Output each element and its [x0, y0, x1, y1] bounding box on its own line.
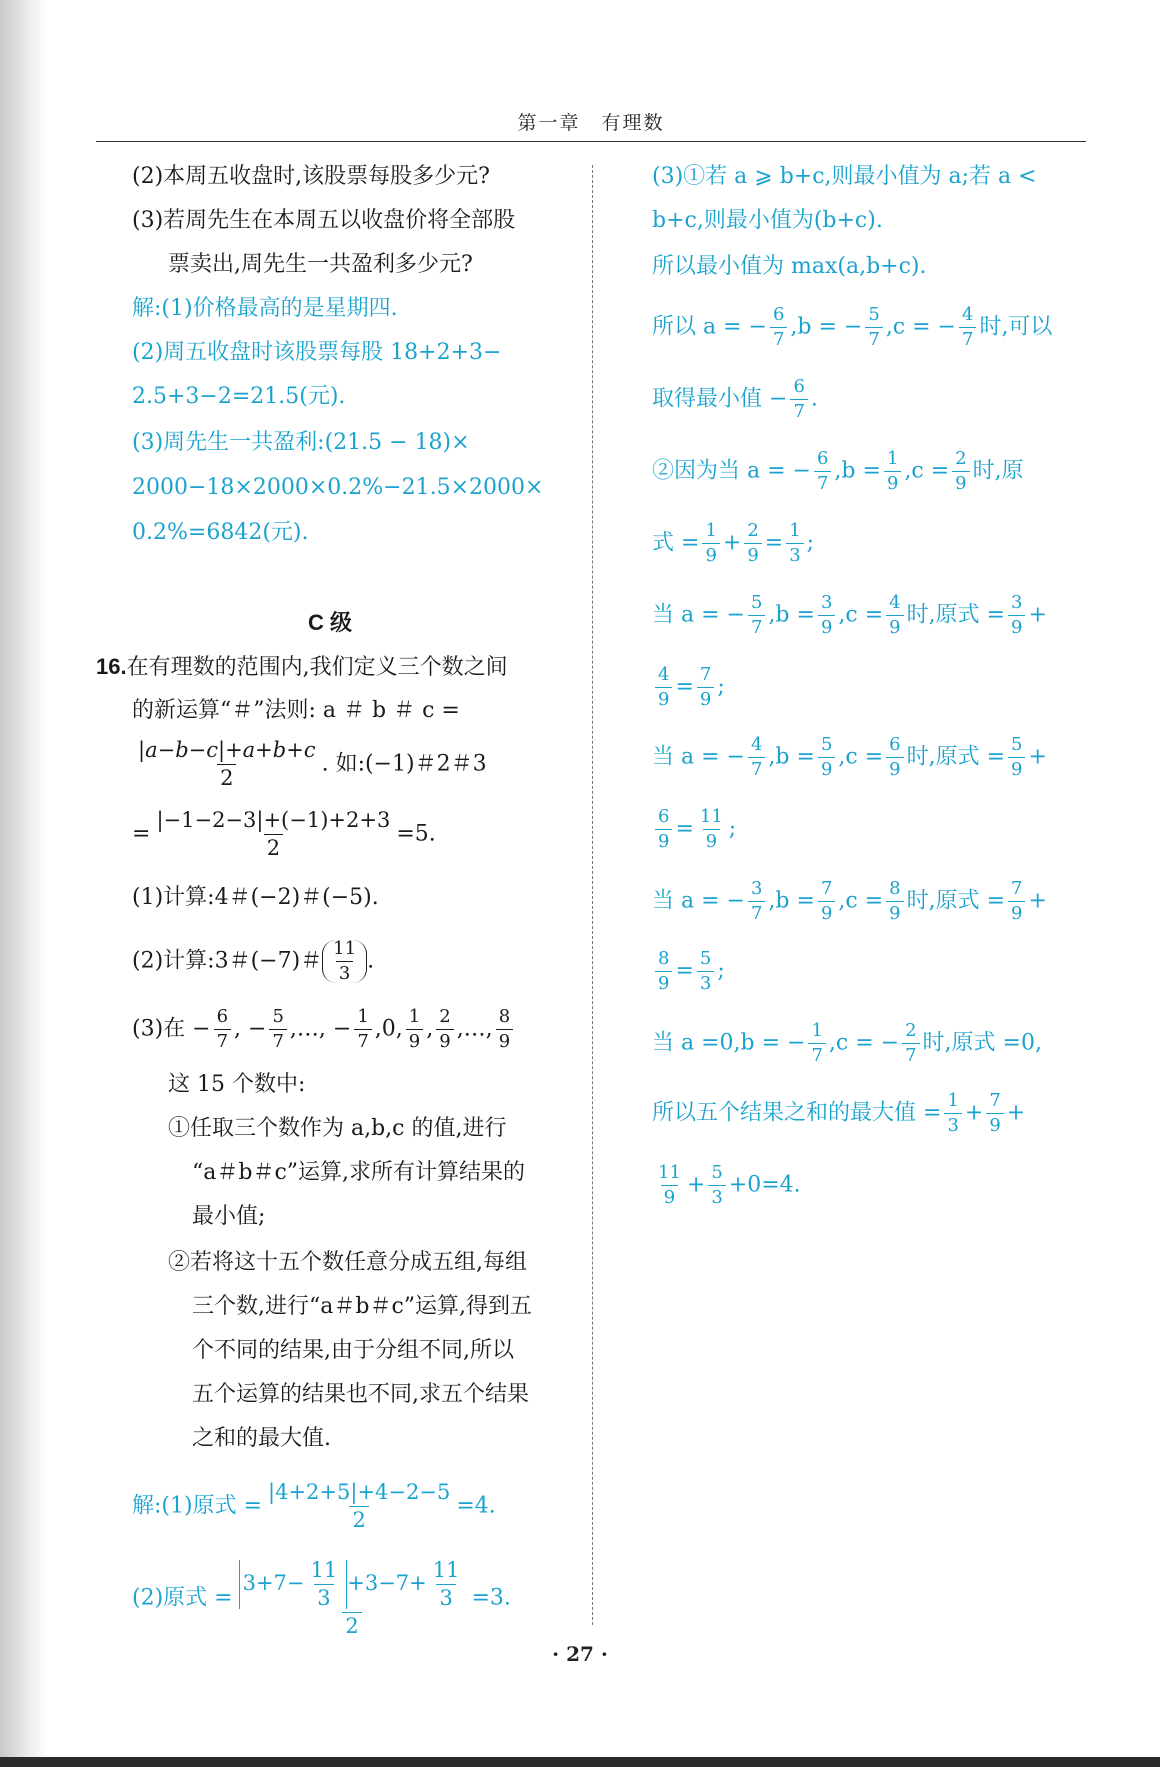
text: 时,原 [972, 458, 1024, 484]
answer-16-part-3-line-9 [652, 666, 725, 709]
text: ,0, [374, 1016, 403, 1042]
eq-sign: = [132, 821, 151, 847]
fraction [655, 1164, 684, 1207]
numerator: 6 [793, 376, 805, 397]
text: 时,原式 =0, [922, 1030, 1042, 1056]
question-16-part-1: (1)计算:4＃(−2)＃(−5). [132, 885, 379, 910]
denominator: 3 [944, 1113, 961, 1135]
fraction [1008, 736, 1025, 779]
result: =4. [456, 1493, 496, 1519]
fraction [308, 1560, 341, 1609]
denominator: 7 [902, 1043, 919, 1065]
text: (2)原式 = [132, 1585, 233, 1611]
bottom-bar [0, 1757, 1160, 1767]
denominator: 7 [354, 1029, 371, 1051]
denominator: 3 [786, 543, 803, 565]
fraction [1008, 880, 1025, 923]
denominator: 7 [748, 757, 765, 779]
denominator: 7 [770, 327, 787, 349]
text: ; [806, 530, 815, 556]
subquestion-1: ①任取三个数作为 a,b,c 的值,进行 [168, 1116, 507, 1141]
answer-16-part-3-line-14 [652, 1022, 1042, 1065]
numerator: 2 [955, 448, 967, 469]
denominator: 2 [349, 1506, 368, 1531]
answer-16-part-3-line-13 [652, 950, 725, 993]
numerator: 4 [961, 304, 974, 325]
denominator: 9 [661, 1185, 678, 1207]
numerator: 2 [439, 1006, 451, 1027]
fraction [496, 1008, 513, 1051]
fraction [655, 950, 672, 993]
answer-16-part-3-line-1: (3)①若 a ⩾ b+c,则最小值为 a;若 a < [652, 164, 1037, 189]
fraction [214, 1008, 231, 1051]
denominator: 7 [748, 615, 765, 637]
answer-16-part-3-line-10 [652, 736, 1047, 779]
numerator: 1 [408, 1006, 421, 1027]
text: + [1006, 1100, 1026, 1126]
fraction [702, 522, 719, 565]
text: ,c = [838, 744, 884, 770]
numerator: 5 [868, 304, 880, 325]
question-15-part-2: (2)本周五收盘时,该股票每股多少元? [132, 164, 490, 189]
text: + [686, 1172, 706, 1198]
fraction [1008, 594, 1025, 637]
text: ,b = [768, 602, 815, 628]
fraction [236, 1560, 469, 1637]
text: ,…, [456, 1016, 493, 1042]
text: ,…, − [289, 1016, 352, 1042]
numerator: 1 [789, 520, 801, 541]
answer-15-part-3-end: 0.2%=6842(元). [132, 520, 309, 545]
denominator: 3 [697, 971, 714, 993]
text: (3)在 − [132, 1016, 211, 1042]
denominator: 2 [342, 1612, 361, 1637]
result: =3. [471, 1585, 511, 1611]
example-numerator: |−1−2−3|+(−1)+2+3 [156, 808, 391, 832]
text: , − [234, 1016, 267, 1042]
denominator: 9 [1008, 757, 1025, 779]
fraction [952, 450, 969, 493]
text: + [964, 1100, 984, 1126]
numerator: 4 [889, 592, 901, 613]
numerator: 8 [889, 878, 901, 899]
denominator: 3 [708, 1185, 725, 1207]
numerator: 1 [886, 448, 899, 469]
numerator: 11 [333, 938, 357, 959]
denominator: 9 [952, 471, 969, 493]
fraction [430, 1560, 463, 1609]
denominator: 9 [702, 543, 719, 565]
text: ,c = − [885, 314, 956, 340]
text: = [675, 674, 694, 700]
fraction [814, 450, 831, 493]
text: ,c = [838, 888, 884, 914]
text: ,b = − [790, 314, 863, 340]
paren-fraction [322, 940, 367, 983]
fraction [770, 306, 787, 349]
numerator: 6 [772, 304, 785, 325]
denominator: 9 [1008, 615, 1025, 637]
text: , [426, 1016, 434, 1042]
numerator: 3 [750, 878, 763, 899]
text: = [675, 816, 694, 842]
formula-example-text: . 如:(−1)＃2＃3 [321, 751, 487, 777]
numerator: 2 [905, 1020, 917, 1041]
formula-fraction [135, 740, 319, 789]
answer-16-part-1 [132, 1482, 496, 1531]
part-2-text: (2)计算:3＃(−7)＃ [132, 948, 323, 974]
question-16-intro [96, 652, 508, 683]
numerator: 11 [699, 806, 723, 827]
subquestion-2-line-2: 三个数,进行“a＃b＃c”运算,得到五 [192, 1294, 533, 1319]
numerator: 6 [216, 1006, 229, 1027]
answer-16-part-3-line-12 [652, 880, 1047, 923]
question-16-text: 在有理数的范围内,我们定义三个数之间 [126, 655, 508, 680]
numerator: 4 [658, 664, 670, 685]
denominator: 7 [269, 1029, 286, 1051]
numerator: 6 [889, 734, 901, 755]
denominator: 3 [336, 961, 353, 983]
denominator: 9 [886, 615, 903, 637]
fraction [744, 522, 761, 565]
denominator: 7 [959, 327, 976, 349]
page-edge-shadow [0, 0, 48, 1767]
fraction [886, 880, 903, 923]
fraction [865, 306, 882, 349]
answer-16-part-3-line-16 [652, 1164, 801, 1207]
text: = [764, 530, 784, 556]
text: 时,原式 = [906, 888, 1006, 914]
denominator: 9 [655, 829, 672, 851]
numerator: 6 [816, 448, 829, 469]
fraction [406, 1008, 423, 1051]
numerator: 8 [658, 948, 670, 969]
fraction [354, 1008, 371, 1051]
question-16-example [132, 810, 436, 859]
fraction [265, 1482, 453, 1531]
fraction [697, 666, 714, 709]
numerator: 6 [658, 806, 670, 827]
denominator: 7 [865, 327, 882, 349]
fraction [697, 950, 714, 993]
example-result: =5. [396, 821, 436, 847]
text: 解:(1)原式 = [132, 1493, 263, 1519]
answer-16-part-3-line-2: b+c,则最小值为(b+c). [652, 208, 883, 233]
denominator: 7 [814, 471, 831, 493]
text: + [1028, 602, 1047, 628]
text: ; [717, 958, 725, 984]
denominator: 9 [818, 901, 835, 923]
example-fraction [153, 810, 393, 859]
question-16-part-3 [132, 1008, 516, 1051]
denominator: 9 [884, 471, 901, 493]
denominator: 9 [744, 543, 761, 565]
fraction [884, 450, 901, 493]
numerator: 2 [747, 520, 759, 541]
denominator: 9 [818, 757, 835, 779]
question-15-part-3: (3)若周先生在本周五以收盘价将全部股 [132, 208, 516, 233]
fraction [808, 1022, 825, 1065]
numerator: 3 [1011, 592, 1023, 613]
numerator: 5 [750, 592, 763, 613]
denominator: 9 [496, 1029, 513, 1051]
fraction [655, 666, 672, 709]
subquestion-1-cont: “a＃b＃c”运算,求所有计算结果的 [192, 1160, 526, 1185]
subquestion-2-line-5: 之和的最大值. [192, 1426, 331, 1451]
text: ,b = [768, 888, 815, 914]
numerator: 8 [498, 1006, 511, 1027]
fraction [330, 940, 359, 983]
question-16-part-3-cont: 这 15 个数中: [168, 1072, 306, 1097]
answer-15-part-1: 解:(1)价格最高的是星期四. [132, 296, 398, 321]
text: . [810, 386, 818, 412]
fraction [697, 808, 726, 851]
question-15-part-3-cont: 票卖出,周先生一共盈利多少元? [168, 252, 473, 277]
fraction [959, 306, 976, 349]
question-16-rule: 的新运算“＃”法则: a ＃ b ＃ c = [132, 698, 460, 723]
answer-16-part-3-line-11 [652, 808, 736, 851]
text: ,c = [904, 458, 950, 484]
denominator: 3 [436, 1584, 455, 1609]
denominator: 9 [986, 1113, 1003, 1135]
text: 式 = [652, 530, 700, 556]
answer-15-part-2-cont: 2.5+3−2=21.5(元). [132, 384, 346, 409]
text: 当 a =0,b = − [652, 1030, 806, 1056]
denominator: 9 [697, 687, 714, 709]
text: 当 a = − [652, 602, 745, 628]
numerator: 5 [272, 1006, 284, 1027]
answer-15-part-3-cont: 2000−18×2000×0.2%−21.5×2000× [132, 475, 544, 500]
text: ,b = [834, 458, 881, 484]
example-denominator: 2 [264, 834, 283, 859]
column-divider [592, 165, 593, 1625]
fraction [436, 1008, 453, 1051]
denominator: 9 [436, 1029, 453, 1051]
fraction [944, 1092, 961, 1135]
fraction [818, 594, 835, 637]
numerator: 1 [811, 1020, 823, 1041]
text: ; [717, 674, 725, 700]
numerator: 1 [947, 1090, 959, 1111]
answer-16-part-3-line-3: 所以最小值为 max(a,b+c). [652, 254, 927, 279]
fraction [748, 736, 765, 779]
answer-16-part-3-line-6 [652, 450, 1024, 493]
denominator: 9 [1008, 901, 1025, 923]
fraction [748, 880, 765, 923]
subquestion-1-end: 最小值; [192, 1204, 266, 1229]
text: + [1028, 888, 1047, 914]
subquestion-2-line-4: 五个运算的结果也不同,求五个结果 [192, 1382, 529, 1407]
answer-16-part-3-line-15 [652, 1092, 1025, 1135]
text: +0=4. [728, 1172, 801, 1198]
numerator: 3 [820, 592, 833, 613]
answer-16-part-3-line-4 [652, 306, 1052, 349]
text: 当 a = − [652, 888, 745, 914]
fraction [748, 594, 765, 637]
formula-numerator: |a−b−c|+a+b+c [138, 738, 316, 762]
text: = [675, 958, 694, 984]
question-16-part-2 [132, 940, 374, 983]
numerator: |4+2+5|+4−2−5 [268, 1480, 451, 1504]
period: . [367, 948, 375, 974]
numerator: 7 [1011, 878, 1023, 899]
formula-denominator: 2 [217, 764, 236, 789]
numerator: 7 [820, 878, 833, 899]
text: + [1028, 744, 1047, 770]
numerator: 11 [658, 1162, 681, 1183]
text: 时,原式 = [906, 602, 1006, 628]
chapter-header: 第一章 有理数 [517, 112, 665, 134]
numerator [236, 1560, 469, 1612]
answer-16-part-3-line-5 [652, 378, 818, 421]
denominator: 9 [886, 757, 903, 779]
answer-16-part-3-line-7 [652, 522, 814, 565]
numerator: 5 [820, 734, 833, 755]
fraction [655, 808, 672, 851]
text: 取得最小值 − [652, 386, 788, 412]
question-number: 16. [96, 654, 127, 679]
denominator: 7 [214, 1029, 231, 1051]
numerator: 1 [705, 520, 717, 541]
text: ,b = [768, 744, 815, 770]
denominator: 7 [748, 901, 765, 923]
fraction [708, 1164, 725, 1207]
absolute-value [239, 1560, 348, 1609]
fraction [269, 1008, 286, 1051]
answer-16-part-3-line-8 [652, 594, 1047, 637]
text: ②因为当 a = − [652, 458, 811, 484]
denominator: 7 [808, 1043, 825, 1065]
fraction [786, 522, 803, 565]
numerator: 4 [750, 734, 763, 755]
denominator: 7 [790, 399, 807, 421]
text: 时,可以 [979, 314, 1053, 340]
subquestion-2-line-3: 个不同的结果,由于分组不同,所以 [192, 1338, 514, 1363]
text: + [722, 530, 742, 556]
denominator: 9 [655, 687, 672, 709]
text: 时,原式 = [906, 744, 1006, 770]
numerator: 5 [1011, 734, 1023, 755]
denominator: 9 [655, 971, 672, 993]
numerator: 1 [357, 1006, 369, 1027]
answer-15-part-2: (2)周五收盘时该股票每股 18+2+3− [132, 340, 502, 365]
text: 所以五个结果之和的最大值 = [652, 1100, 942, 1126]
text: 3+7− [242, 1571, 305, 1595]
fraction [818, 880, 835, 923]
answer-15-part-3: (3)周先生一共盈利:(21.5 − 18)× [132, 430, 470, 455]
text: +3−7+ [347, 1571, 427, 1595]
denominator: 3 [314, 1584, 333, 1609]
numerator: 11 [432, 1558, 460, 1582]
denominator: 9 [703, 829, 720, 851]
denominator: 9 [818, 615, 835, 637]
section-title-c-level: C 级 [308, 610, 353, 635]
denominator: 9 [886, 901, 903, 923]
subquestion-2: ②若将这十五个数任意分成五组,每组 [168, 1250, 527, 1275]
text: 所以 a = − [652, 314, 767, 340]
fraction [818, 736, 835, 779]
fraction [886, 594, 903, 637]
numerator: 5 [711, 1162, 723, 1183]
fraction [986, 1092, 1003, 1135]
question-16-formula [132, 740, 487, 789]
fraction [886, 736, 903, 779]
page-number: · 27 · [552, 1642, 608, 1666]
numerator: 7 [989, 1090, 1001, 1111]
header-rule [96, 141, 1086, 142]
text: ,c = [838, 602, 884, 628]
text: 当 a = − [652, 744, 745, 770]
denominator: 9 [406, 1029, 423, 1051]
fraction [902, 1022, 919, 1065]
numerator: 11 [310, 1558, 338, 1582]
numerator: 7 [699, 664, 712, 685]
numerator: 5 [699, 948, 712, 969]
text: ,c = − [828, 1030, 900, 1056]
fraction [790, 378, 807, 421]
answer-16-part-2 [132, 1560, 511, 1637]
text: ; [728, 816, 737, 842]
